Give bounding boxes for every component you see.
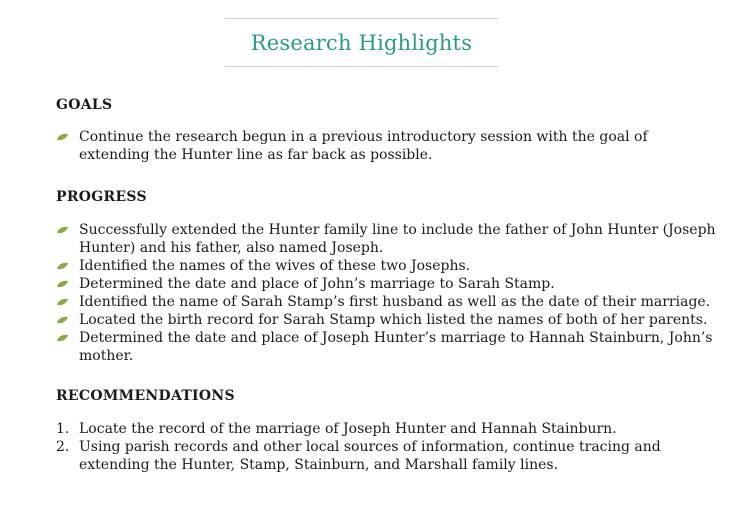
item-number: 1. bbox=[56, 421, 70, 437]
progress-section bbox=[56, 189, 716, 365]
progress-heading: PROGRESS bbox=[56, 189, 147, 205]
leaf-bullet-icon bbox=[56, 334, 69, 342]
list-item bbox=[56, 329, 716, 365]
progress-list bbox=[56, 221, 716, 365]
leaf-bullet-icon bbox=[56, 133, 69, 141]
leaf-bullet-icon bbox=[56, 298, 69, 306]
recommendations-section bbox=[56, 388, 716, 474]
goals-list bbox=[56, 128, 716, 164]
goals-heading: GOALS bbox=[56, 97, 113, 113]
list-item bbox=[56, 128, 716, 164]
leaf-bullet-icon bbox=[56, 226, 69, 234]
progress-text: Identified the name of Sarah Stamp’s first husband as well as the date of their marriage. bbox=[79, 294, 711, 310]
list-item bbox=[56, 293, 716, 311]
leaf-bullet-icon bbox=[56, 316, 69, 324]
progress-text: Identified the names of the wives of these two Josephs. bbox=[79, 258, 471, 274]
goal-text: Continue the research begun in a previous introductory session with the goal of extending the Hunter line as far back as possible. bbox=[79, 129, 648, 163]
goals-section bbox=[56, 97, 716, 164]
page-title: Research Highlights bbox=[250, 30, 473, 55]
progress-text: Successfully extended the Hunter family line to include the father of John Hunter (Joseph Hunter) and his father, also named Joseph. bbox=[79, 222, 716, 256]
leaf-bullet-icon bbox=[56, 280, 69, 288]
recommendation-text: Locate the record of the marriage of Joseph Hunter and Hannah Stainburn. bbox=[79, 421, 617, 437]
progress-text: Determined the date and place of Joseph Hunter’s marriage to Hannah Stainburn, John’s mother. bbox=[79, 330, 713, 364]
list-item bbox=[56, 275, 716, 293]
recommendations-heading: RECOMMENDATIONS bbox=[56, 388, 235, 404]
progress-text: Determined the date and place of John’s marriage to Sarah Stamp. bbox=[79, 276, 555, 292]
leaf-bullet-icon bbox=[56, 262, 69, 270]
item-number: 2. bbox=[56, 439, 70, 455]
list-item bbox=[56, 257, 716, 275]
recommendation-text: Using parish records and other local sources of information, continue tracing and extending the Hunter, Stamp, Stainburn, and Marshall family lines. bbox=[79, 439, 661, 473]
recommendations-list bbox=[56, 420, 716, 474]
progress-text: Located the birth record for Sarah Stamp which listed the names of both of her parents. bbox=[79, 312, 708, 328]
list-item bbox=[56, 420, 716, 438]
list-item bbox=[56, 311, 716, 329]
list-item bbox=[56, 221, 716, 257]
title-banner bbox=[225, 18, 498, 67]
list-item bbox=[56, 438, 716, 474]
